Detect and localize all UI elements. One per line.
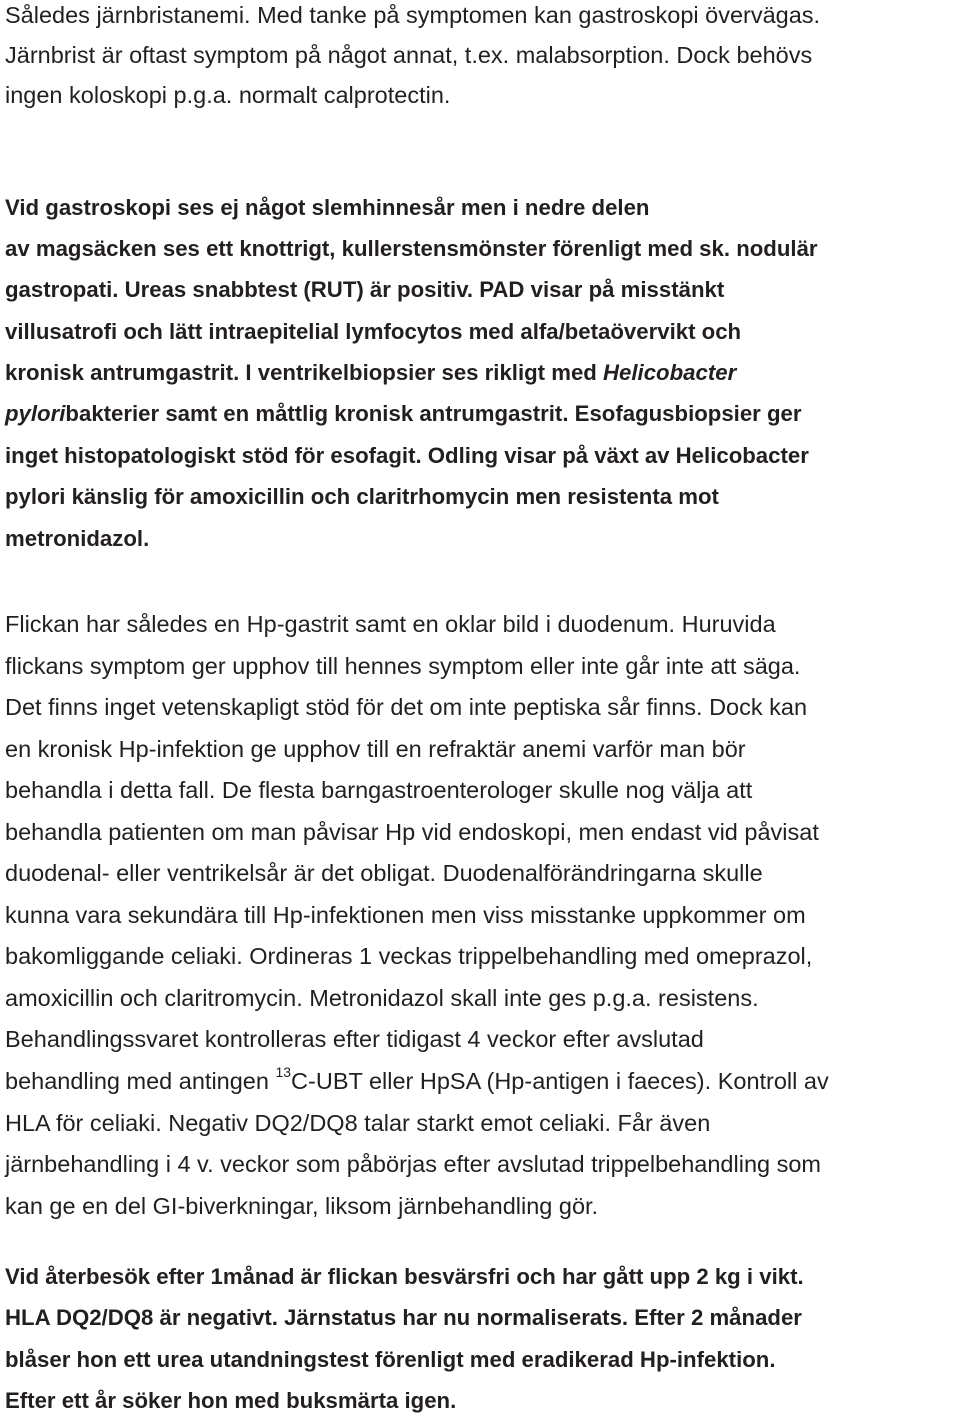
text-line: amoxicillin och claritromycin. Metronidazol skall inte ges p.g.a. resistens. (5, 985, 759, 1011)
text-line: gastropati. Ureas snabbtest (RUT) är positiv. PAD visar på misstänkt (5, 277, 725, 302)
text-line: kan ge en del GI-biverkningar, liksom järnbehandling gör. (5, 1193, 599, 1219)
text-line: HLA DQ2/DQ8 är negativt. Järnstatus har nu normaliserats. Efter 2 månader (5, 1305, 802, 1330)
text-line: kunna vara sekundära till Hp-infektionen men viss misstanke uppkommer om (5, 902, 806, 928)
text-line (5, 358, 736, 388)
text-line: flickans symptom ger upphov till hennes symptom eller inte går inte att säga. (5, 653, 801, 679)
text-line: bakomliggande celiaki. Ordineras 1 veckas trippelbehandling med omeprazol, (5, 943, 813, 969)
superscript: 13 (275, 1064, 292, 1081)
text-line (5, 1066, 829, 1096)
text-line: Det finns inget vetenskapligt stöd för det om inte peptiska sår finns. Dock kan (5, 694, 808, 720)
text-line: av magsäcken ses ett knottrigt, kullerstensmönster förenligt med sk. nodulär (5, 236, 818, 261)
text-line: Vid återbesök efter 1månad är flickan besvärsfri och har gått upp 2 kg i vikt. (5, 1264, 804, 1289)
text-line: Järnbrist är oftast symptom på något annat, t.ex. malabsorption. Dock behövs (5, 42, 813, 68)
text-line: Således järnbristanemi. Med tanke på symptomen kan gastroskopi övervägas. (5, 2, 821, 28)
text-line: HLA för celiaki. Negativ DQ2/DQ8 talar starkt emot celiaki. Får även (5, 1110, 711, 1136)
text-fragment: kronisk antrumgastrit. I ventrikelbiopsier ses rikligt med (5, 360, 604, 385)
text-line: en kronisk Hp-infektion ge upphov till en refraktär anemi varför man bör (5, 736, 746, 762)
text-line: inget histopatologiskt stöd för esofagit. Odling visar på växt av Helicobacter (5, 443, 809, 468)
text-line (5, 399, 802, 429)
text-line: pylori känslig för amoxicillin och claritrhomycin men resistenta mot (5, 484, 719, 509)
text-line: behandla patienten om man påvisar Hp vid endoskopi, men endast vid påvisat (5, 819, 819, 845)
text-fragment: bakterier samt en måttlig kronisk antrumgastrit. Esofagusbiopsier ger (65, 401, 802, 426)
text-line: behandla i detta fall. De flesta barngastroenterologer skulle nog välja att (5, 777, 753, 803)
text-line: duodenal- eller ventrikelsår är det obligat. Duodenalförändringarna skulle (5, 860, 763, 886)
text-line: Flickan har således en Hp-gastrit samt en oklar bild i duodenum. Huruvida (5, 611, 776, 637)
text-line: ingen koloskopi p.g.a. normalt calprotectin. (5, 82, 451, 108)
text-line: blåser hon ett urea utandningstest förenligt med eradikerad Hp-infektion. (5, 1347, 776, 1372)
text-line: järnbehandling i 4 v. veckor som påbörjas efter avslutad trippelbehandling som (5, 1151, 822, 1177)
italic-term: Helicobacter (603, 360, 737, 385)
text-line: metronidazol. (5, 526, 150, 551)
text-line: Efter ett år söker hon med buksmärta igen. (5, 1388, 457, 1413)
text-line: villusatrofi och lätt intraepitelial lymfocytos med alfa/betaövervikt och (5, 319, 742, 344)
text-line: Behandlingssvaret kontrolleras efter tidigast 4 veckor efter avslutad (5, 1026, 704, 1052)
text-line: Vid gastroskopi ses ej något slemhinnesår men i nedre delen (5, 195, 650, 220)
italic-term: pylori (5, 401, 66, 426)
text-fragment: C-UBT eller HpSA (Hp-antigen i faeces). Kontroll av (291, 1068, 829, 1094)
text-fragment: behandling med antingen (5, 1068, 276, 1094)
